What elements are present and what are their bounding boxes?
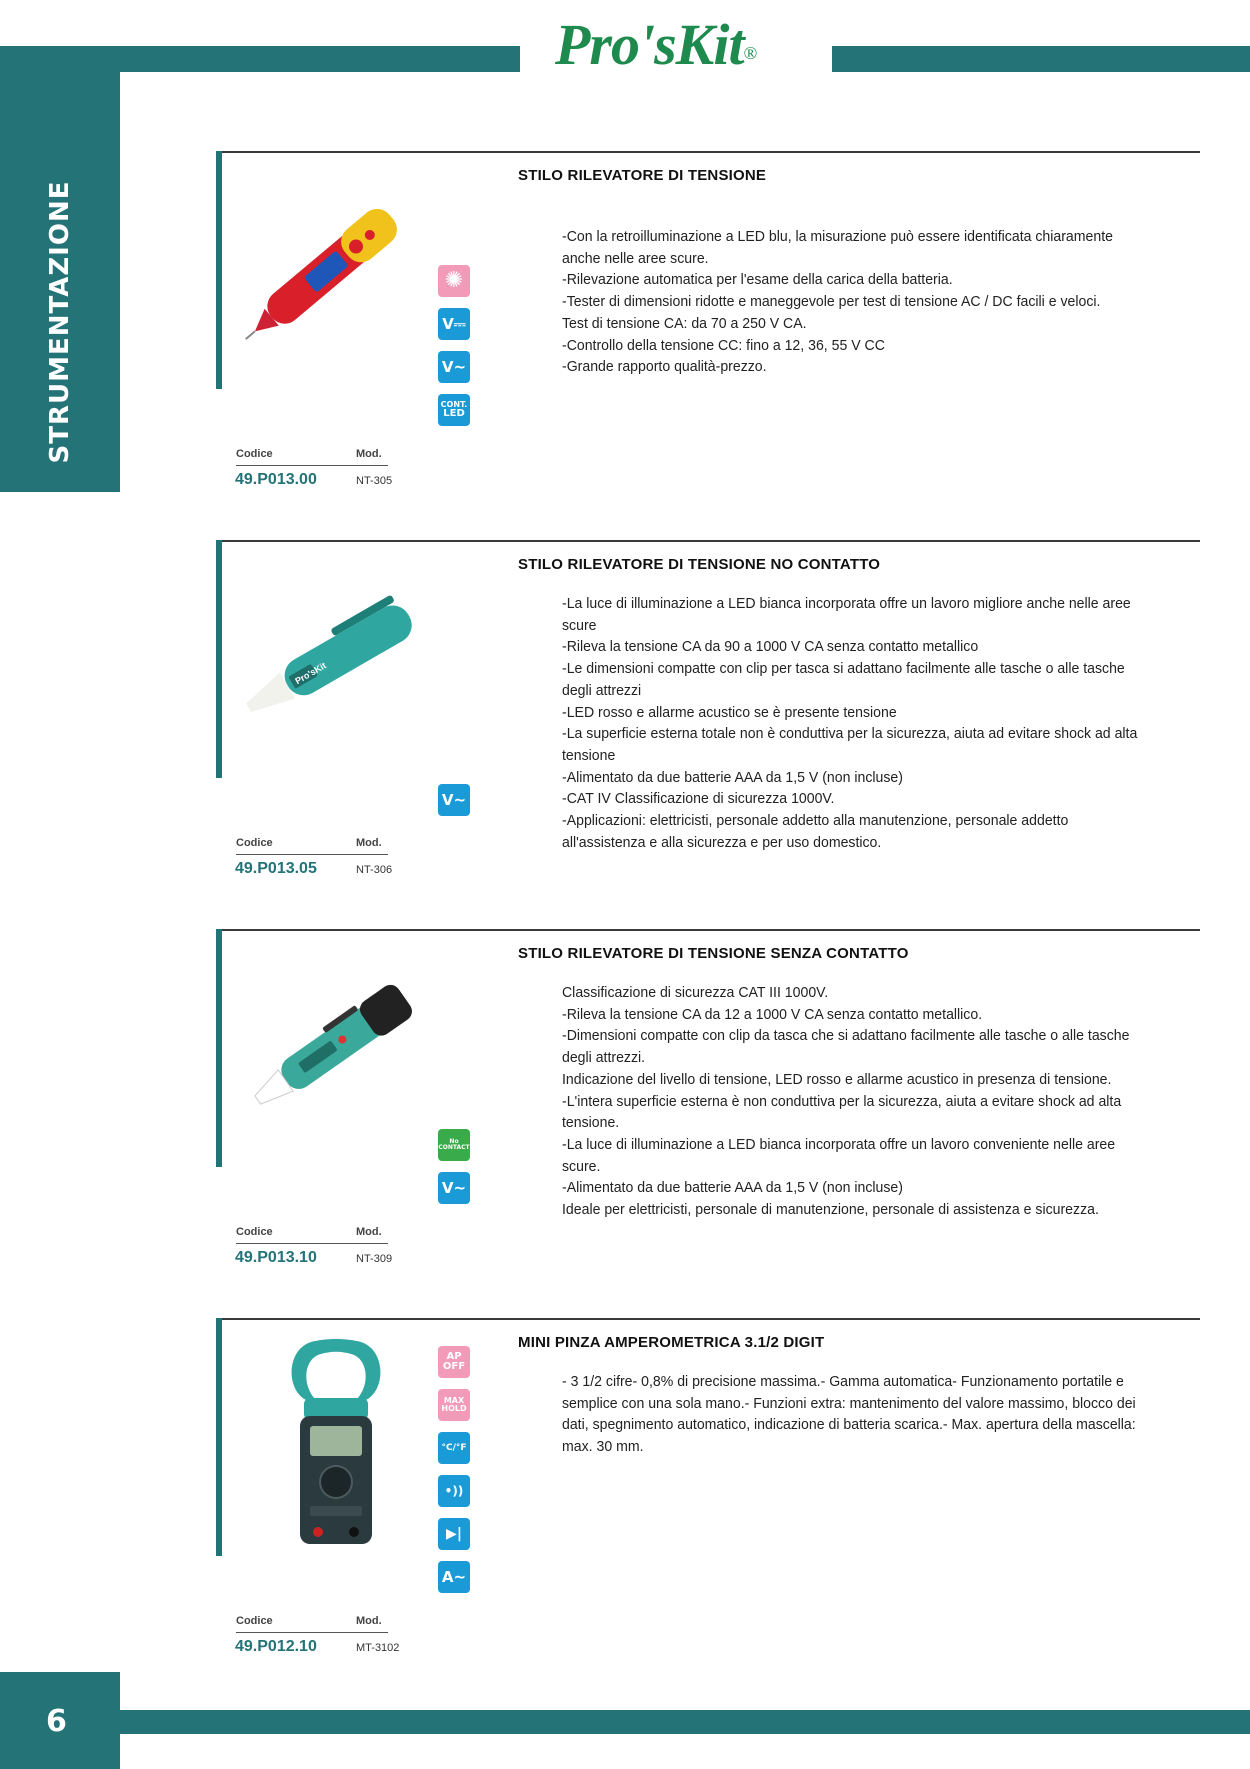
- description-line: -La superficie esterna totale non è conduttiva per la sicurezza, aiuta ad evitare shock ad alta tensione: [562, 725, 1138, 764]
- description-line: -Dimensioni compatte con clip da tasca che si adattano facilmente alle tasche o alle tasche degli attrezzi.: [562, 1027, 1130, 1067]
- temperature-icon: °C/°F: [438, 1432, 470, 1464]
- no-contact-top-text: No: [449, 1138, 459, 1145]
- description-line: -Alimentato da due batterie AAA da 1,5 V (non incluse): [562, 1179, 903, 1197]
- code-header: Codice: [236, 837, 273, 849]
- product-description: [562, 226, 1154, 378]
- ac-voltage-icon: V~: [438, 351, 470, 383]
- product-card: [216, 1318, 1194, 1678]
- diode-icon: ▶|: [438, 1518, 470, 1550]
- description-line: -La luce di illuminazione a LED bianca incorporata offre un lavoro conveniente nelle aree scure.: [562, 1135, 1116, 1175]
- product-description: [562, 1371, 1154, 1458]
- auto-power-off-icon: [438, 1346, 470, 1378]
- card-top-rule: [222, 540, 1200, 542]
- code-header: Codice: [236, 1615, 273, 1627]
- product-model: NT-309: [356, 1253, 393, 1265]
- product-card: [216, 151, 1194, 511]
- product-title: STILO RILEVATORE DI TENSIONE SENZA CONTATTO: [518, 945, 909, 962]
- no-contact-icon: [438, 1129, 470, 1161]
- ac-voltage-icon: V~: [438, 1172, 470, 1204]
- description-line: -Alimentato da due batterie AAA da 1,5 V (non incluse): [562, 768, 903, 786]
- ap-text: AP: [446, 1351, 462, 1362]
- brand-logo: [555, 10, 756, 80]
- description-line: -La luce di illuminazione a LED bianca incorporata offre un lavoro migliore anche nelle aree scure: [562, 595, 1131, 634]
- header-bar-left: [0, 46, 520, 72]
- non-contact-tester-image: [226, 941, 426, 1161]
- description-line: - 3 1/2 cifre- 0,8% di precisione massima.- Gamma automatica- Funzionamento portatile e semplice con una sola mano.- Funzioni extra: mantenimento del valore massimo, blocco dei dati, spegnimento automatico, indicazione di batteria scarica.- Max. apertura della mascella: max. 30 mm.: [562, 1373, 1136, 1456]
- led-text: LED: [443, 408, 465, 419]
- cont-led-icon: [438, 394, 470, 426]
- footer-bar: [120, 1710, 1250, 1734]
- product-model: NT-306: [356, 864, 393, 876]
- product-title: STILO RILEVATORE DI TENSIONE NO CONTATTO: [518, 556, 881, 573]
- product-code: 49.P012.10: [235, 1638, 317, 1655]
- model-header: Mod.: [356, 1226, 382, 1238]
- description-line: Classificazione di sicurezza CAT III 1000V.: [562, 984, 829, 1001]
- clamp-meter-image: [226, 1330, 426, 1550]
- card-top-rule: [222, 929, 1200, 931]
- code-rule: [236, 854, 388, 855]
- section-label: STRUMENTAZIONE: [45, 180, 75, 464]
- card-accent-line: [216, 151, 222, 389]
- product-code: 49.P013.00: [235, 471, 317, 488]
- cont-text: CONT.: [440, 400, 468, 409]
- product-description: [562, 593, 1154, 853]
- description-line: -CAT IV Classificazione di sicurezza 1000V.: [562, 790, 835, 808]
- code-rule: [236, 1243, 388, 1244]
- card-accent-line: [216, 540, 222, 778]
- product-code: 49.P013.05: [235, 860, 317, 877]
- product-model: NT-305: [356, 475, 393, 487]
- description-line: -Applicazioni: elettricisti, personale addetto alla manutenzione, personale addetto all'assistenza e alla sicurezza e per uso domestico.: [562, 812, 1069, 851]
- code-rule: [236, 465, 388, 466]
- description-line: -Rilevazione automatica per l'esame della carica della batteria.: [562, 271, 953, 289]
- description-line: -Rileva la tensione CA da 90 a 1000 V CA senza contatto metallico: [562, 638, 979, 656]
- product-card: [216, 540, 1194, 900]
- card-top-rule: [222, 1318, 1200, 1320]
- description-line: -Rileva la tensione CA da 12 a 1000 V CA senza contatto metallico.: [562, 1005, 983, 1023]
- model-header: Mod.: [356, 1615, 382, 1627]
- max-hold-icon: [438, 1389, 470, 1421]
- product-title: MINI PINZA AMPEROMETRICA 3.1/2 DIGIT: [518, 1334, 825, 1351]
- description-line: Test di tensione CA: da 70 a 250 V CA.: [562, 314, 807, 332]
- model-header: Mod.: [356, 448, 382, 460]
- code-rule: [236, 1632, 388, 1633]
- continuity-icon: •)): [438, 1475, 470, 1507]
- non-contact-tester-image: [226, 552, 426, 772]
- card-accent-line: [216, 929, 222, 1167]
- dc-voltage-icon: V⎓: [438, 308, 470, 340]
- description-line: -Grande rapporto qualità-prezzo.: [562, 358, 767, 376]
- description-line: -L'intera superficie esterna è non conduttiva per la sicurezza, aiuta a evitare shock ad alta tensione.: [562, 1092, 1122, 1132]
- ac-voltage-icon: V~: [438, 784, 470, 816]
- product-description: [562, 982, 1154, 1221]
- code-header: Codice: [236, 448, 273, 460]
- description-line: -LED rosso e allarme acustico se è presente tensione: [562, 703, 897, 721]
- description-line: -Tester di dimensioni ridotte e maneggevole per test di tensione AC / DC facili e veloci.: [562, 293, 1101, 311]
- registered-mark: ®: [743, 43, 757, 63]
- backlight-icon: ✺: [438, 265, 470, 297]
- description-line: -Controllo della tensione CC: fino a 12, 36, 55 V CC: [562, 336, 885, 354]
- product-code: 49.P013.10: [235, 1249, 317, 1266]
- product-title: STILO RILEVATORE DI TENSIONE: [518, 167, 767, 184]
- code-header: Codice: [236, 1226, 273, 1238]
- card-accent-line: [216, 1318, 222, 1556]
- svg-text:Pro'sKit: Pro'sKit: [293, 660, 328, 687]
- card-top-rule: [222, 151, 1200, 153]
- brand-name: Pro'sKit: [555, 12, 744, 77]
- page-number: 6: [46, 1704, 67, 1739]
- ac-current-icon: A~: [438, 1561, 470, 1593]
- product-card: [216, 929, 1194, 1289]
- description-line: Indicazione del livello di tensione, LED rosso e allarme acustico in presenza di tensione.: [562, 1070, 1112, 1088]
- voltage-tester-pen-image: [226, 163, 426, 383]
- header-bar-right: [832, 46, 1250, 72]
- description-line: -Le dimensioni compatte con clip per tasca si adattano facilmente alle tasche o alle tasche degli attrezzi: [562, 660, 1125, 699]
- max-text: MAX: [443, 1396, 465, 1405]
- description-line: -Con la retroilluminazione a LED blu, la misurazione può essere identificata chiaramente anche nelle aree scure.: [562, 228, 1113, 267]
- description-line: Ideale per elettricisti, personale di manutenzione, personale di assistenza e sicurezza.: [562, 1201, 1099, 1219]
- product-model: MT-3102: [356, 1642, 400, 1654]
- hold-text: HOLD: [441, 1404, 467, 1413]
- off-text: OFF: [442, 1361, 466, 1372]
- no-contact-bottom-text: CONTACT: [438, 1144, 470, 1151]
- model-header: Mod.: [356, 837, 382, 849]
